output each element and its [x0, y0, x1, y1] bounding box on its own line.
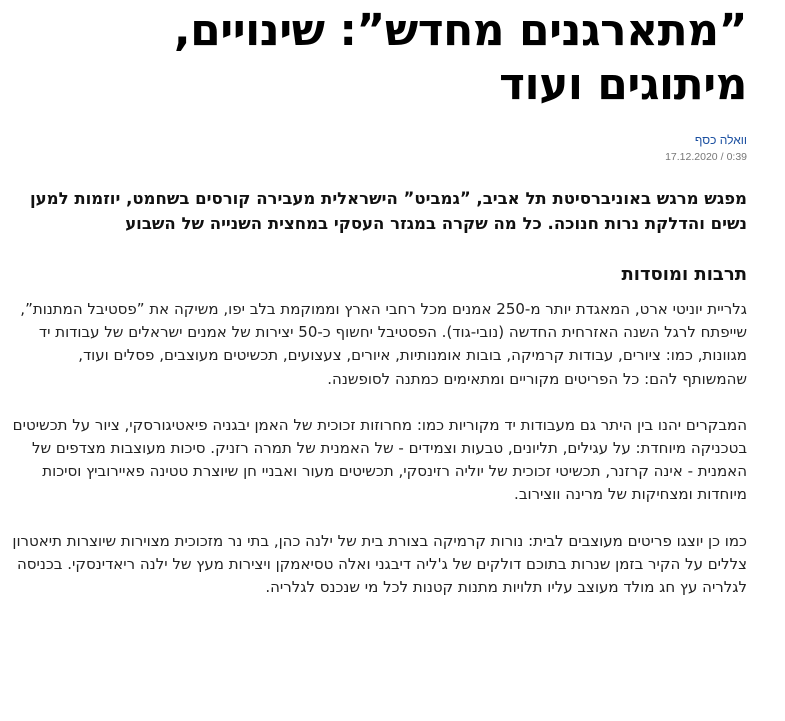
body-paragraph: המבקרים יהנו בין היתר גם מעבודות יד מקוריות כמו: מחרוזות זכוכית של האמן יבגניה פיאטיגורסקי, ציור על תכשיטים בטכניקה מיוחדת: על עגילים, תליונים, טבעות וצמידים - של האמנית של תמרה רזניק. סיכות מעוצבות מצדפים של האמנית - אינה קרזנר, תכשיטי זכוכית של יוליה רזינסקי, תכשיטים מעור ואבניי חן שיוצרת טטינה פאיירוביץ וסיכות מיוחדות ומצחיקות של מרינה ווצירוב.	[12, 415, 747, 504]
author-link[interactable]: וואלה כסף	[694, 133, 747, 147]
publish-time: 0:39	[726, 151, 747, 163]
publish-date: 17.12.2020	[665, 151, 718, 163]
article-lead: מפגש מרגש באוניברסיטת תל אביב, ”גמביט” הישראלית מעבירה קורסים בשחמט, יוזמות למען נשים והדלקת נרות חנוכה. כל מה שקרה במגזר העסקי במחצית השנייה של השבוע	[30, 189, 747, 233]
body-paragraph: גלריית יוניטי ארט, המאגדת יותר מ-250 אמנים מכל רחבי הארץ וממוקמת בלב יפו, משיקה את ”פסטיבל המתנות”, שייפתח לרגל השנה האזרחית החדשה (נובי-גוד). הפסטיבל יחשוף כ-50 יצירות של אמנים ישראלים של עבודות יד מגוונות, כמו: ציורים, עבודות קרמיקה, בובות אומנותיות, איורים, צעצועים, תכשיטים מעוצבים, פסלים ועוד, שהמשותף להם: כל הפריטים מקוריים ומתאימים כמתנה לסופשנה.	[20, 300, 747, 388]
byline	[12, 132, 747, 148]
publish-dateline	[12, 150, 747, 164]
article	[12, 0, 747, 599]
article-headline: ”מתארגנים מחדש”: שינויים, מיתוגים ועוד	[173, 5, 747, 110]
section-title: תרבות ומוסדות	[621, 264, 747, 285]
body-paragraph: כמו כן יוצגו פריטים מעוצבים לבית: נורות קרמיקה בצורת בית של ילנה כהן, בתי נר מזכוכית מצוירות שיוצרות תיאטרון צללים על הקיר בזמן שנרות בתוכם דולקים של ג'ליה דיבגני ואלה טסיאמקן ויצירות מעץ של ילנה ריאדינסקי. בכניסה לגלריה עץ חג מולד מעוצב עליו תלויות מתנות קטנות לכל מי שנכנס לגלריה.	[12, 531, 747, 597]
date-separator: /	[720, 151, 724, 163]
